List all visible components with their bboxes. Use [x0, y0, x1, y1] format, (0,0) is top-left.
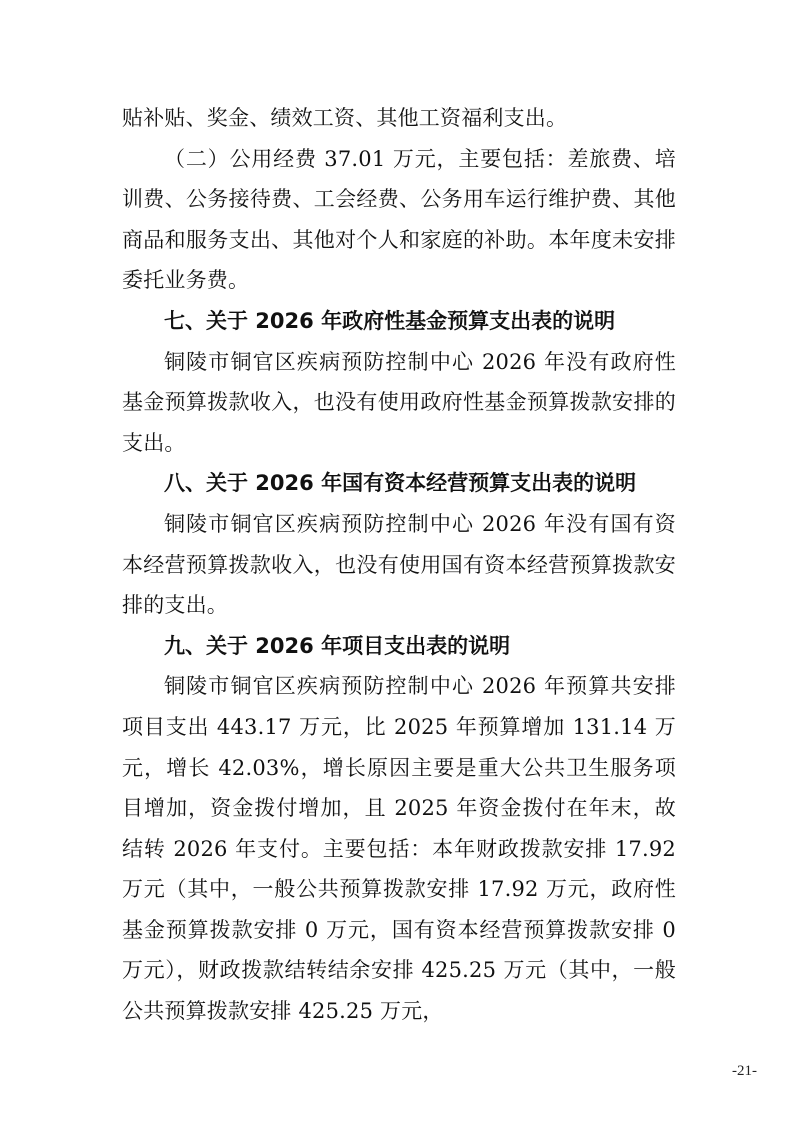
paragraph-state-capital: 铜陵市铜官区疾病预防控制中心 2026 年没有国有资本经营预算拨款收入，也没有使用国有资本经营预算拨款安排的支出。: [122, 511, 676, 618]
paragraph-public-expenses: （二）公用经费 37.01 万元，主要包括：差旅费、培训费、公务接待费、工会经费、公务用车运行维护费、其他商品和服务支出、其他对个人和家庭的补助。本年度未安排委托业务费。: [122, 146, 676, 293]
page-number: -21-: [732, 1063, 757, 1079]
section-heading-seven: 七、关于 2026 年政府性基金预算支出表的说明: [164, 308, 616, 333]
document-body: [122, 98, 676, 1032]
section-heading-eight: 八、关于 2026 年国有资本经营预算支出表的说明: [164, 471, 637, 496]
paragraph-government-fund: 铜陵市铜官区疾病预防控制中心 2026 年没有政府性基金预算拨款收入，也没有使用政府性基金预算拨款安排的支出。: [122, 349, 676, 455]
paragraph-continuation: 贴补贴、奖金、绩效工资、其他工资福利支出。: [122, 106, 568, 130]
section-heading-nine: 九、关于 2026 年项目支出表的说明: [164, 633, 511, 658]
paragraph-project-expenditure: 铜陵市铜官区疾病预防控制中心 2026 年预算共安排项目支出 443.17 万元，比 2025 年预算增加 131.14 万元，增长 42.03%，增长原因主要是重大公共卫生服务项目增加，资金拨付增加，且 2025 年资金拨付在年末，故结转 2026 年支付。主要包括：本年财政拨款安排 17.92 万元（其中，一般公共预算拨款安排 17.92 万元，政府性基金预算拨款安排 0 万元，国有资本经营预算拨款安排 0 万元），财政拨款结转结余安排 425.25 万元（其中，一般公共预算拨款安排 425.25 万元，: [122, 674, 676, 1024]
